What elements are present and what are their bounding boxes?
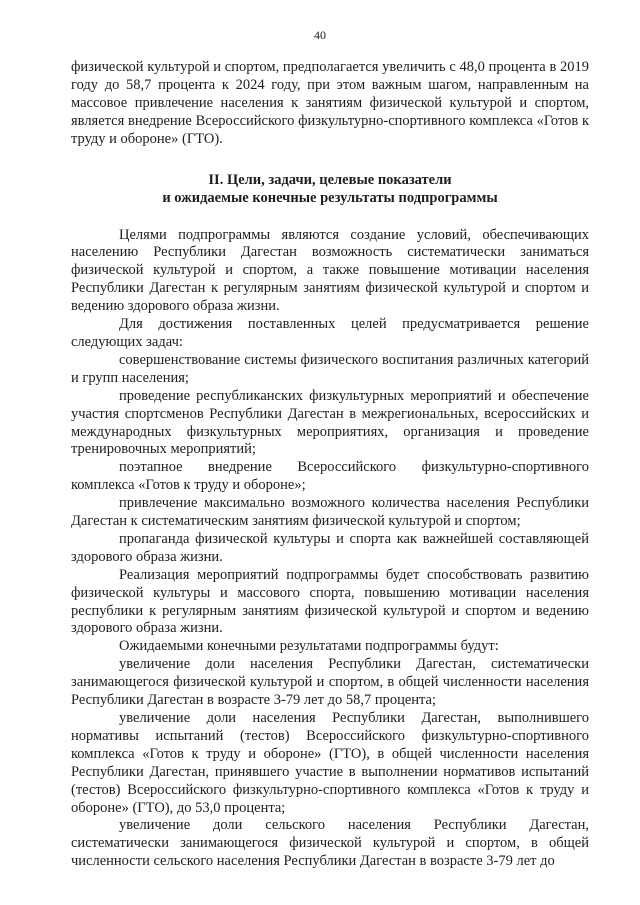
- paragraph-tasks-intro: Для достижения поставленных целей предусматривается решение следующих задач:: [71, 316, 589, 350]
- page-number: 40: [314, 28, 326, 42]
- task-item: проведение республиканских физкультурных мероприятий и обеспечение участия спортсменов Республики Дагестан в межрегиональных, всероссийских и международных физкультурных мероприятиях, организация и проведение тренировочных мероприятий;: [71, 387, 589, 458]
- paragraph-goals: Целями подпрограммы являются создание условий, обеспечивающих населению Республики Дагестан возможность систематически заниматься физической культурой и спортом, а также повышение мотивации населения Республики Дагестан к регулярным занятиям физической культурой и спортом и ведению здорового образа жизни.: [71, 226, 589, 315]
- result-item: увеличение доли населения Республики Дагестан, систематически занимающегося физической культурой и спортом, в общей численности населения Республики Дагестан в возрасте 3-79 лет до 58,7 процента;: [71, 656, 589, 709]
- section-heading-line-1: II. Цели, задачи, целевые показатели: [208, 171, 452, 188]
- section-heading-line-2: и ожидаемые конечные результаты подпрограммы: [162, 189, 498, 206]
- task-item: привлечение максимально возможного количества населения Республики Дагестан к систематическим занятиям физической культурой и спортом;: [71, 495, 589, 530]
- task-item: совершенствование системы физического воспитания различных категорий и групп населения;: [71, 351, 589, 386]
- intro-paragraph: физической культурой и спортом, предполагается увеличить с 48,0 процента в 2019 году до 58,7 процента к 2024 году, при этом важным шагом, направленным на массовое привлечение населения к занятиям физической культурой и спортом, является внедрение Всероссийского физкультурно-спортивного комплекса «Готов к труду и обороне» (ГТО).: [71, 59, 589, 147]
- task-item: пропаганда физической культуры и спорта как важнейшей составляющей здорового образа жизни.: [71, 530, 589, 565]
- section-heading: [71, 171, 589, 207]
- result-item: увеличение доли населения Республики Дагестан, выполнившего нормативы испытаний (тестов) Всероссийского физкультурно-спортивного комплекса «Готов к труду и обороне» (ГТО), в общей численности населения Республики Дагестан, принявшего участие в выполнении нормативов испытаний (тестов) Всероссийского физкультурно-спортивного комплекса «Готов к труду и обороне» (ГТО), до 53,0 процента;: [71, 710, 589, 816]
- task-item: поэтапное внедрение Всероссийского физкультурно-спортивного комплекса «Готов к труду и обороне»;: [71, 459, 589, 494]
- result-item: увеличение доли сельского населения Республики Дагестан, систематически занимающегося физической культурой и спортом, в общей численности сельского населения Республики Дагестан в возрасте 3-79 лет до: [71, 817, 589, 870]
- paragraph-implementation: Реализация мероприятий подпрограммы будет способствовать развитию физической культуры и массового спорта, повышению мотивации населения республики к регулярным занятиям физической культурой и спортом и ведению здорового образа жизни.: [71, 566, 589, 637]
- paragraph-results-intro: Ожидаемыми конечными результатами подпрограммы будут:: [119, 638, 499, 655]
- document-body: [71, 59, 589, 871]
